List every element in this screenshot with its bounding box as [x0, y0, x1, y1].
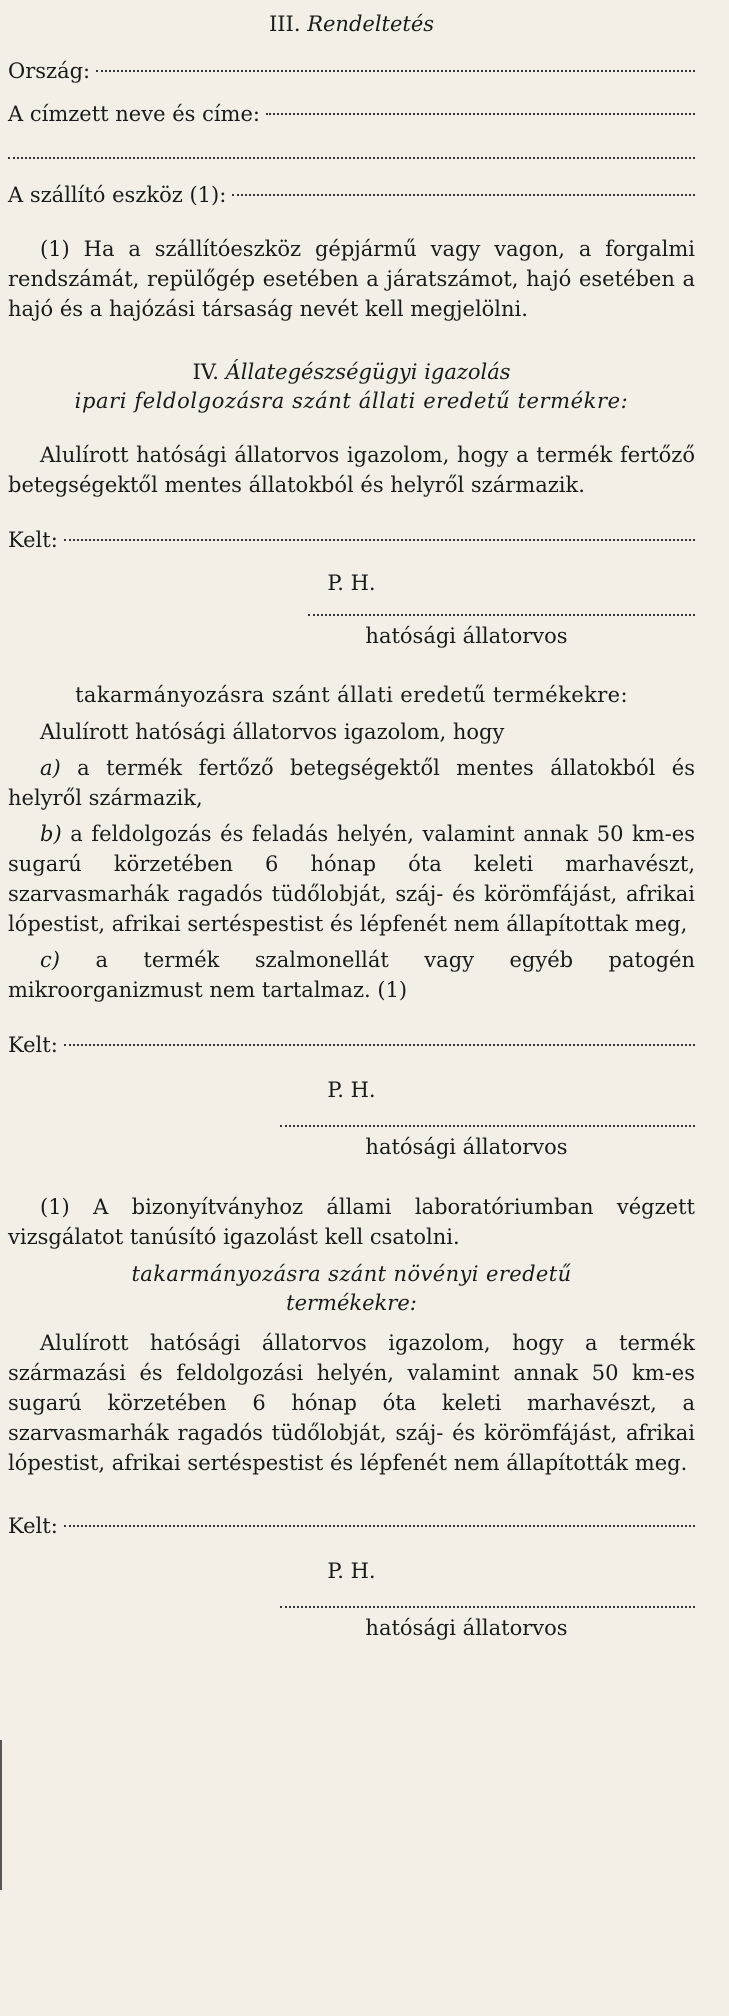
feed-plant-title-line2: termékekre:: [286, 1291, 417, 1315]
feed-plant-stamp-mark: P. H.: [327, 1559, 376, 1583]
section-3-roman: III.: [268, 12, 301, 36]
recipient-blank-continued: [8, 147, 695, 159]
transport-blank: [232, 194, 695, 196]
section-4-kelt-label: Kelt:: [8, 528, 58, 552]
item-b-marker: b): [40, 822, 62, 846]
feed-animal-item-a: [8, 753, 695, 813]
item-c-text: a termék szalmonellát vagy egyéb patogén mikroorganizmust nem tartalmaz. (1): [8, 948, 695, 1002]
feed-plant-kelt-blank: [64, 1525, 695, 1527]
feed-animal-item-c: [8, 945, 695, 1005]
feed-animal-kelt-blank: [64, 1044, 695, 1046]
feed-animal-stamp-mark: P. H.: [327, 1078, 376, 1102]
country-field: [8, 57, 695, 86]
transport-label: A szállító eszköz (1):: [8, 183, 227, 207]
feed-plant-signature-line: [280, 1596, 695, 1608]
section-3-heading: [8, 10, 695, 39]
feed-animal-kelt-label: Kelt:: [8, 1033, 58, 1057]
feed-plant-signature-label: hatósági állatorvos: [365, 1616, 568, 1640]
feed-animal-item-b: [8, 819, 695, 939]
section-3-title: Rendeltetés: [307, 12, 435, 36]
item-a-marker: a): [40, 756, 61, 780]
section-4-signature-line: [308, 604, 695, 616]
section-4-kelt-blank: [64, 539, 695, 541]
section-3-footnote: (1) Ha a szállítóeszköz gépjármű vagy vagon, a forgalmi rendszámát, repülőgép esetében a járatszámot, hajó esetében a hajó és a hajózási társaság nevét kell megjelölni.: [8, 237, 695, 321]
feed-plant-kelt-field: [8, 1512, 695, 1541]
feed-animal-signature-label: hatósági állatorvos: [365, 1135, 568, 1159]
left-margin-rule: [0, 1740, 2, 1890]
item-c-marker: c): [40, 948, 60, 972]
country-label: Ország:: [8, 59, 91, 83]
feed-animal-kelt-field: [8, 1031, 695, 1060]
section-4-heading: [8, 358, 695, 387]
feed-plant-kelt-label: Kelt:: [8, 1514, 58, 1538]
feed-animal-intro: Alulírott hatósági állatorvos igazolom, hogy: [40, 720, 505, 744]
item-b-text: a feldolgozás és feladás helyén, valamint annak 50 km-es sugarú körzetében 6 hónap óta keleti marhavészt, szarvasmarhák ragadós tüdőlobját, száj- és körömfájást, afrikai lópestist, afrikai sertéspestist és lépfenét nem állapítottak meg,: [8, 822, 695, 936]
section-4-stamp-mark: P. H.: [327, 571, 376, 595]
recipient-blank: [266, 113, 695, 115]
section-4-title-line1: Állategészségügyi igazolás: [225, 360, 511, 384]
item-a-text: a termék fertőző betegségektől mentes állatokból és helyről származik,: [8, 756, 695, 810]
section-4-title-line2: ipari feldolgozásra szánt állati eredetű termékre:: [74, 389, 629, 413]
section-4-statement: Alulírott hatósági állatorvos igazolom, hogy a termék fertőző betegségektől mentes állatokból és helyről származik.: [8, 443, 695, 497]
feed-animal-title: takarmányozásra szánt állati eredetű termékekre:: [75, 683, 628, 707]
section-4-signature-label: hatósági állatorvos: [365, 624, 568, 648]
section-4-roman: IV.: [192, 360, 219, 384]
recipient-label: A címzett neve és címe:: [8, 102, 260, 126]
country-blank: [96, 70, 695, 72]
recipient-field: [8, 100, 695, 129]
section-4-kelt-field: [8, 526, 695, 555]
feed-plant-title-line1: takarmányozásra szánt növényi eredetű: [131, 1262, 572, 1286]
feed-animal-signature-line: [280, 1115, 695, 1127]
feed-animal-footnote: (1) A bizonyítványhoz állami laboratóriumban végzett vizsgálatot tanúsító igazolást kell csatolni.: [8, 1195, 695, 1249]
feed-plant-statement: Alulírott hatósági állatorvos igazolom, hogy a termék származási és feldolgozási helyén, valamint annak 50 km-es sugarú körzetében 6 hónap óta keleti marhavészt, a szarvasmarhák ragadós tüdőlobját, száj- és körömfájást, afrikai lópestist, afrikai sertéspestist és lépfenét nem állapították meg.: [8, 1331, 695, 1475]
transport-field: [8, 181, 695, 210]
